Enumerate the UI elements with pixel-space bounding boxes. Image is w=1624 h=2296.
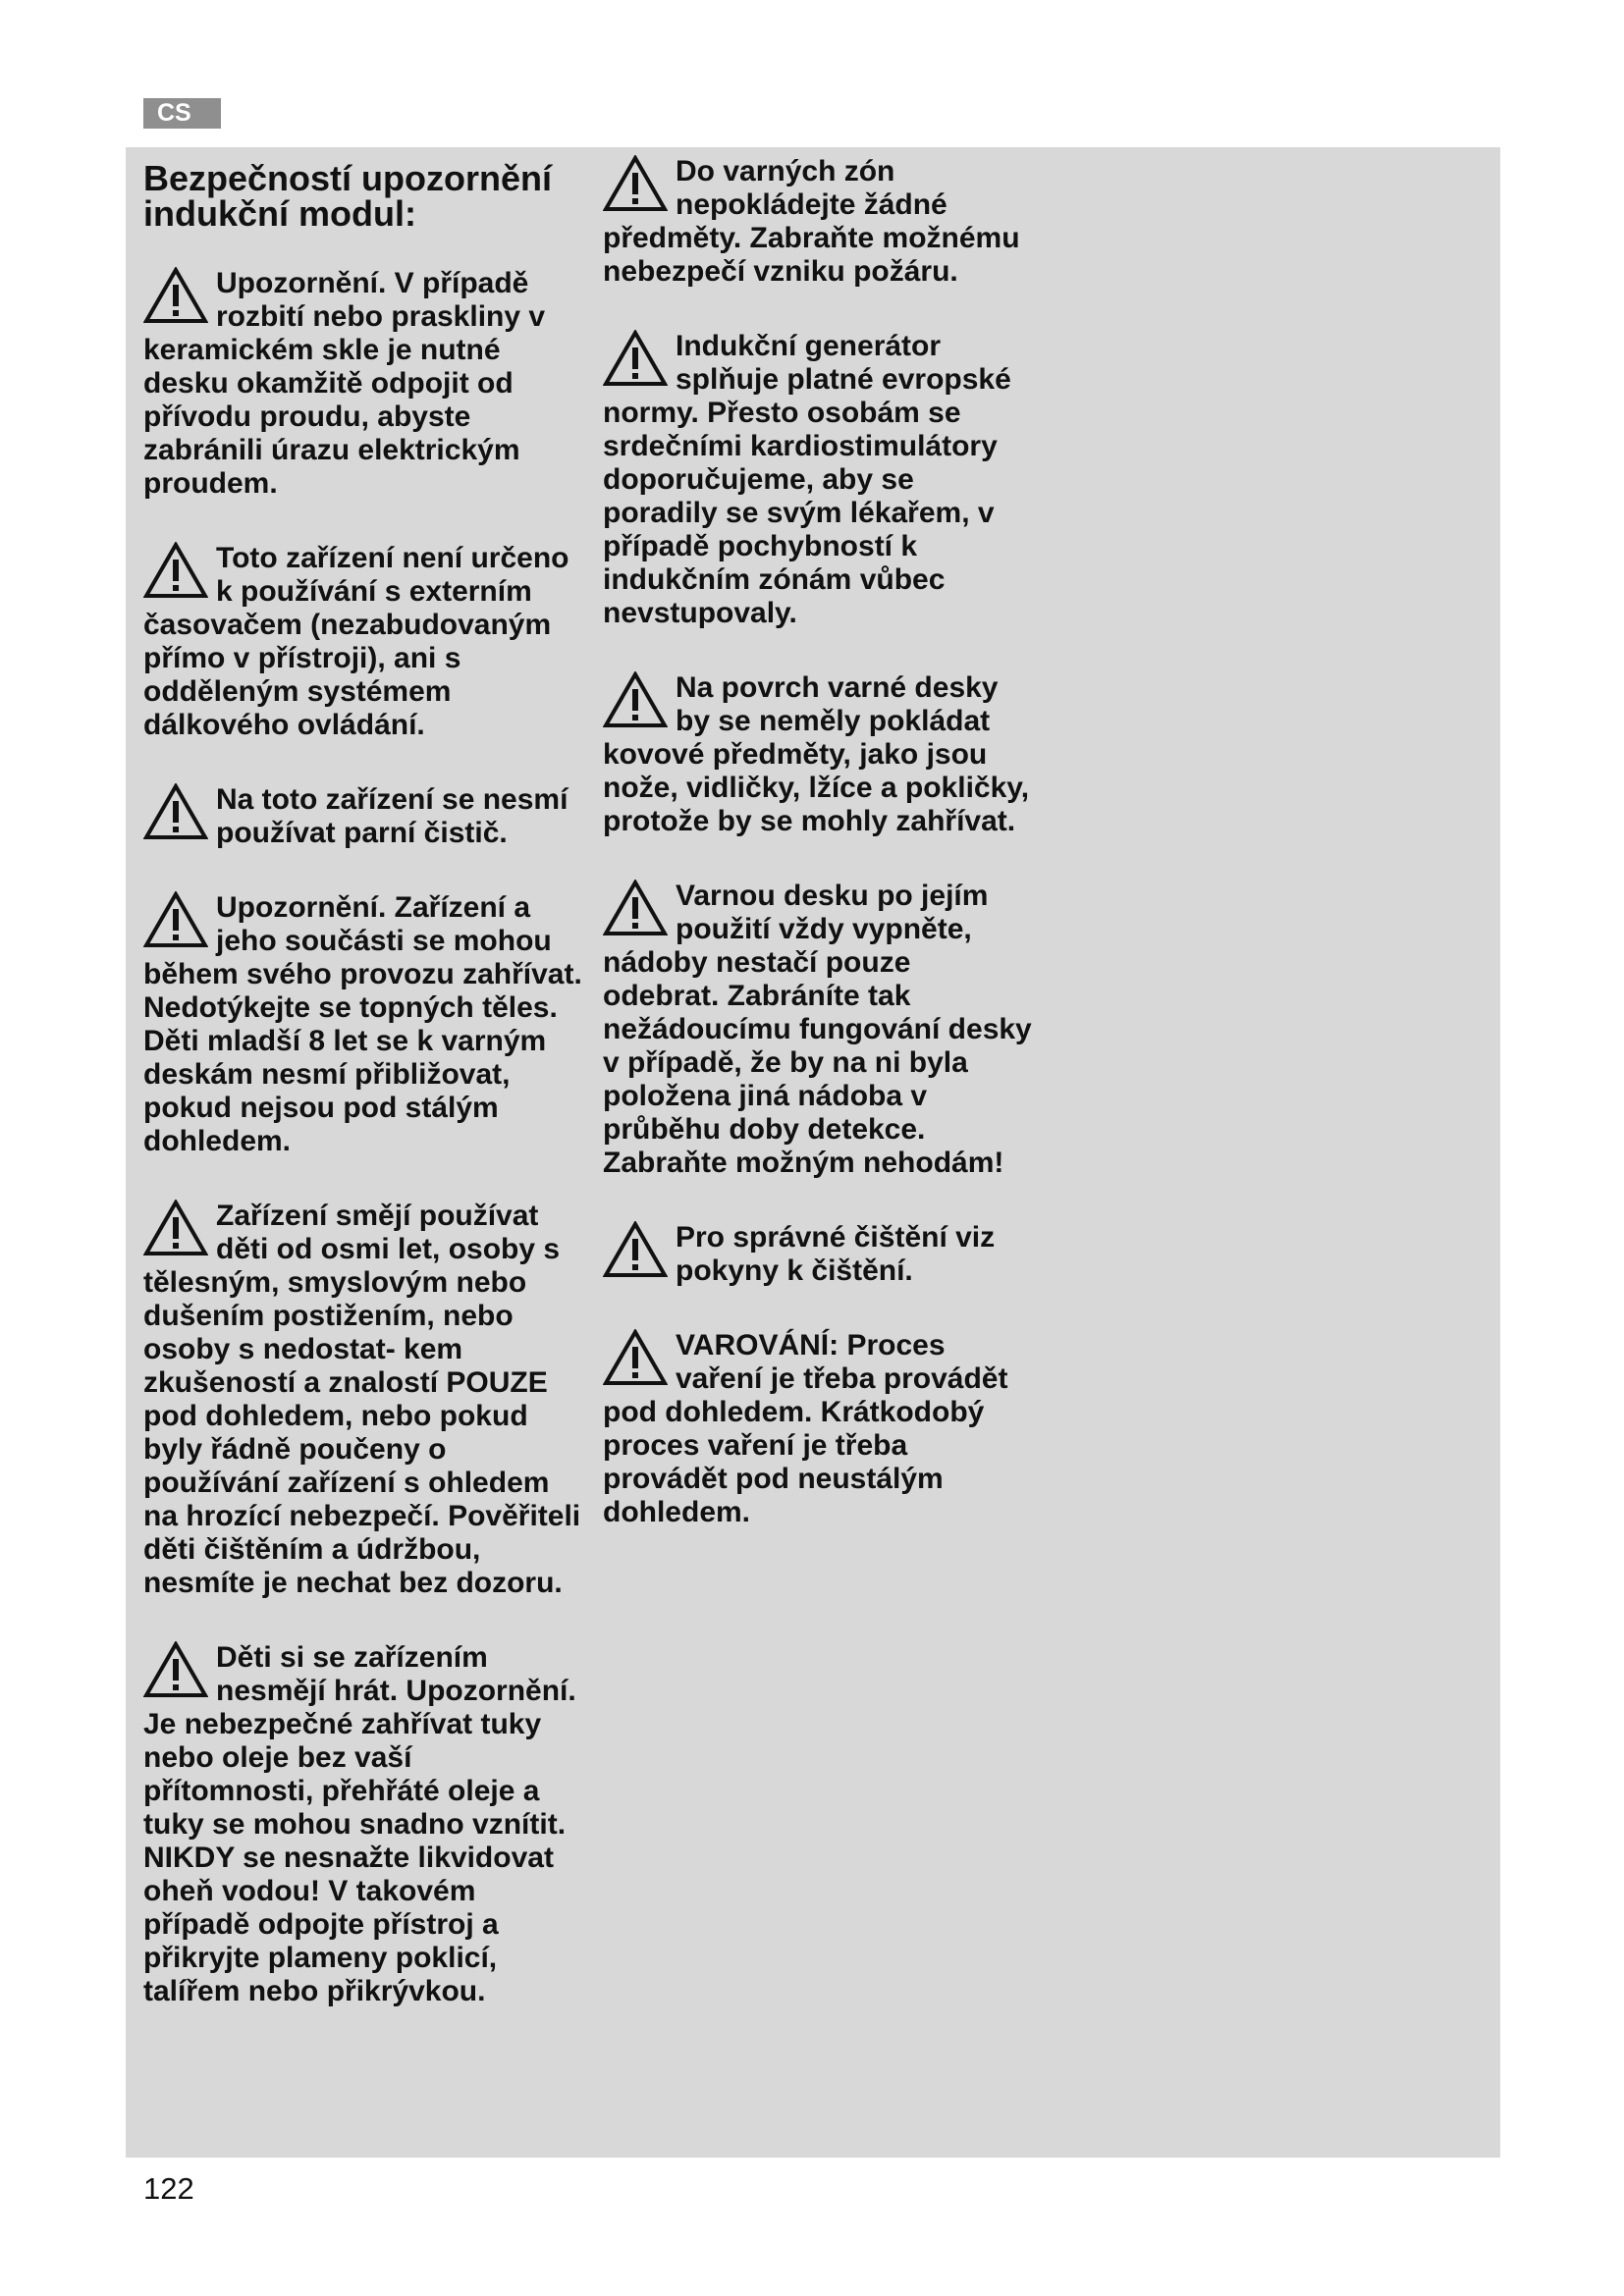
right-column — [603, 147, 1035, 1571]
warning-item — [143, 267, 587, 501]
warning-triangle-icon — [603, 671, 668, 728]
left-column — [143, 147, 587, 2050]
warning-triangle-icon — [603, 155, 668, 212]
language-tag: CS — [143, 98, 221, 129]
warning-text: Varnou desku po jejím použití vždy vypněte, nádoby nestačí pouze odebrat. Zabráníte tak nežádoucímu fungování desky v případě, že by na ni byla položena jiná nádoba v průběhu doby detekce. Zabraňte možným nehodám! — [603, 880, 1032, 1179]
warning-triangle-icon — [143, 783, 208, 840]
warning-text: VAROVÁNÍ: Proces vaření je třeba provádět pod dohledem. Krátkodobý proces vaření je třeba provádět pod neustálým dohledem. — [603, 1329, 1008, 1528]
warning-item — [143, 783, 587, 850]
warning-triangle-icon — [143, 267, 208, 324]
warning-triangle-icon — [603, 330, 668, 387]
warning-text: Děti si se zařízením nesmějí hrát. Upozornění. Je nebezpečné zahřívat tuky nebo oleje bez vaší přítomnosti, přehřáté oleje a tuky se mohou snadno vznítit. NIKDY se nesnažte likvidovat oheň vodou! V takovém případě odpojte přístroj a přikryjte plameny poklicí, talířem nebo přikrývkou. — [143, 1641, 576, 2007]
warning-item — [143, 891, 587, 1158]
warning-text: Indukční generátor splňuje platné evropské normy. Přesto osobám se srdečními kardiostimulátory doporučujeme, aby se poradily se svým lékařem, v případě pochybností k indukčním zónám vůbec nevstupovaly. — [603, 330, 1011, 629]
warning-text: Do varných zón nepokládejte žádné předměty. Zabraňte možnému nebezpečí vzniku požáru. — [603, 155, 1020, 288]
warning-triangle-icon — [603, 1221, 668, 1278]
warning-text: Na povrch varné desky by se neměly pokládat kovové předměty, jako jsou nože, vidličky, lžíce a pokličky, protože by se mohly zahřívat. — [603, 671, 1030, 837]
warning-triangle-icon — [143, 542, 208, 599]
page-number: 122 — [143, 2171, 194, 2206]
warning-text: Upozornění. V případě rozbití nebo praskliny v keramickém skle je nutné desku okamžitě odpojit od přívodu proudu, abyste zabránili úrazu elektrickým proudem. — [143, 267, 546, 500]
warning-item — [143, 542, 587, 742]
warning-item — [603, 671, 1035, 838]
warning-triangle-icon — [603, 1329, 668, 1386]
warning-item — [603, 330, 1035, 630]
warning-item — [603, 1329, 1035, 1529]
section-title: Bezpečností upozornění indukční modul: — [143, 158, 553, 234]
warning-text: Upozornění. Zařízení a jeho součásti se mohou během svého provozu zahřívat. Nedotýkejte se topných těles. Děti mladší 8 let se k varným deskám nesmí přibližovat, pokud nejsou pod stálým dohledem. — [143, 891, 582, 1157]
warning-text: Pro správné čištění viz pokyny k čištění. — [676, 1221, 996, 1287]
warning-triangle-icon — [603, 880, 668, 936]
warning-item — [603, 1221, 1035, 1288]
warning-triangle-icon — [143, 1200, 208, 1256]
warning-item — [603, 155, 1035, 289]
warning-item — [143, 1641, 587, 2008]
warning-triangle-icon — [143, 1641, 208, 1698]
warning-item — [603, 880, 1035, 1180]
warning-triangle-icon — [143, 891, 208, 948]
safety-panel — [126, 147, 1500, 2158]
warning-text: Zařízení smějí používat děti od osmi let, osoby s tělesným, smyslovým nebo dušením postižením, nebo osoby s nedostat- kem zkušeností a znalostí POUZE pod dohledem, nebo pokud byly řádně poučeny o používání zařízení s ohledem na hrozící nebezpečí. Pověřiteli děti čištěním a údržbou, nesmíte je nechat bez dozoru. — [143, 1200, 581, 1599]
warning-item — [143, 1200, 587, 1600]
warning-text: Toto zařízení není určeno k používání s externím časovačem (nezabudovaným přímo v přístroji), ani s odděleným systémem dálkového ovládání. — [143, 542, 569, 741]
warning-text: Na toto zařízení se nesmí používat parní čistič. — [216, 783, 568, 849]
